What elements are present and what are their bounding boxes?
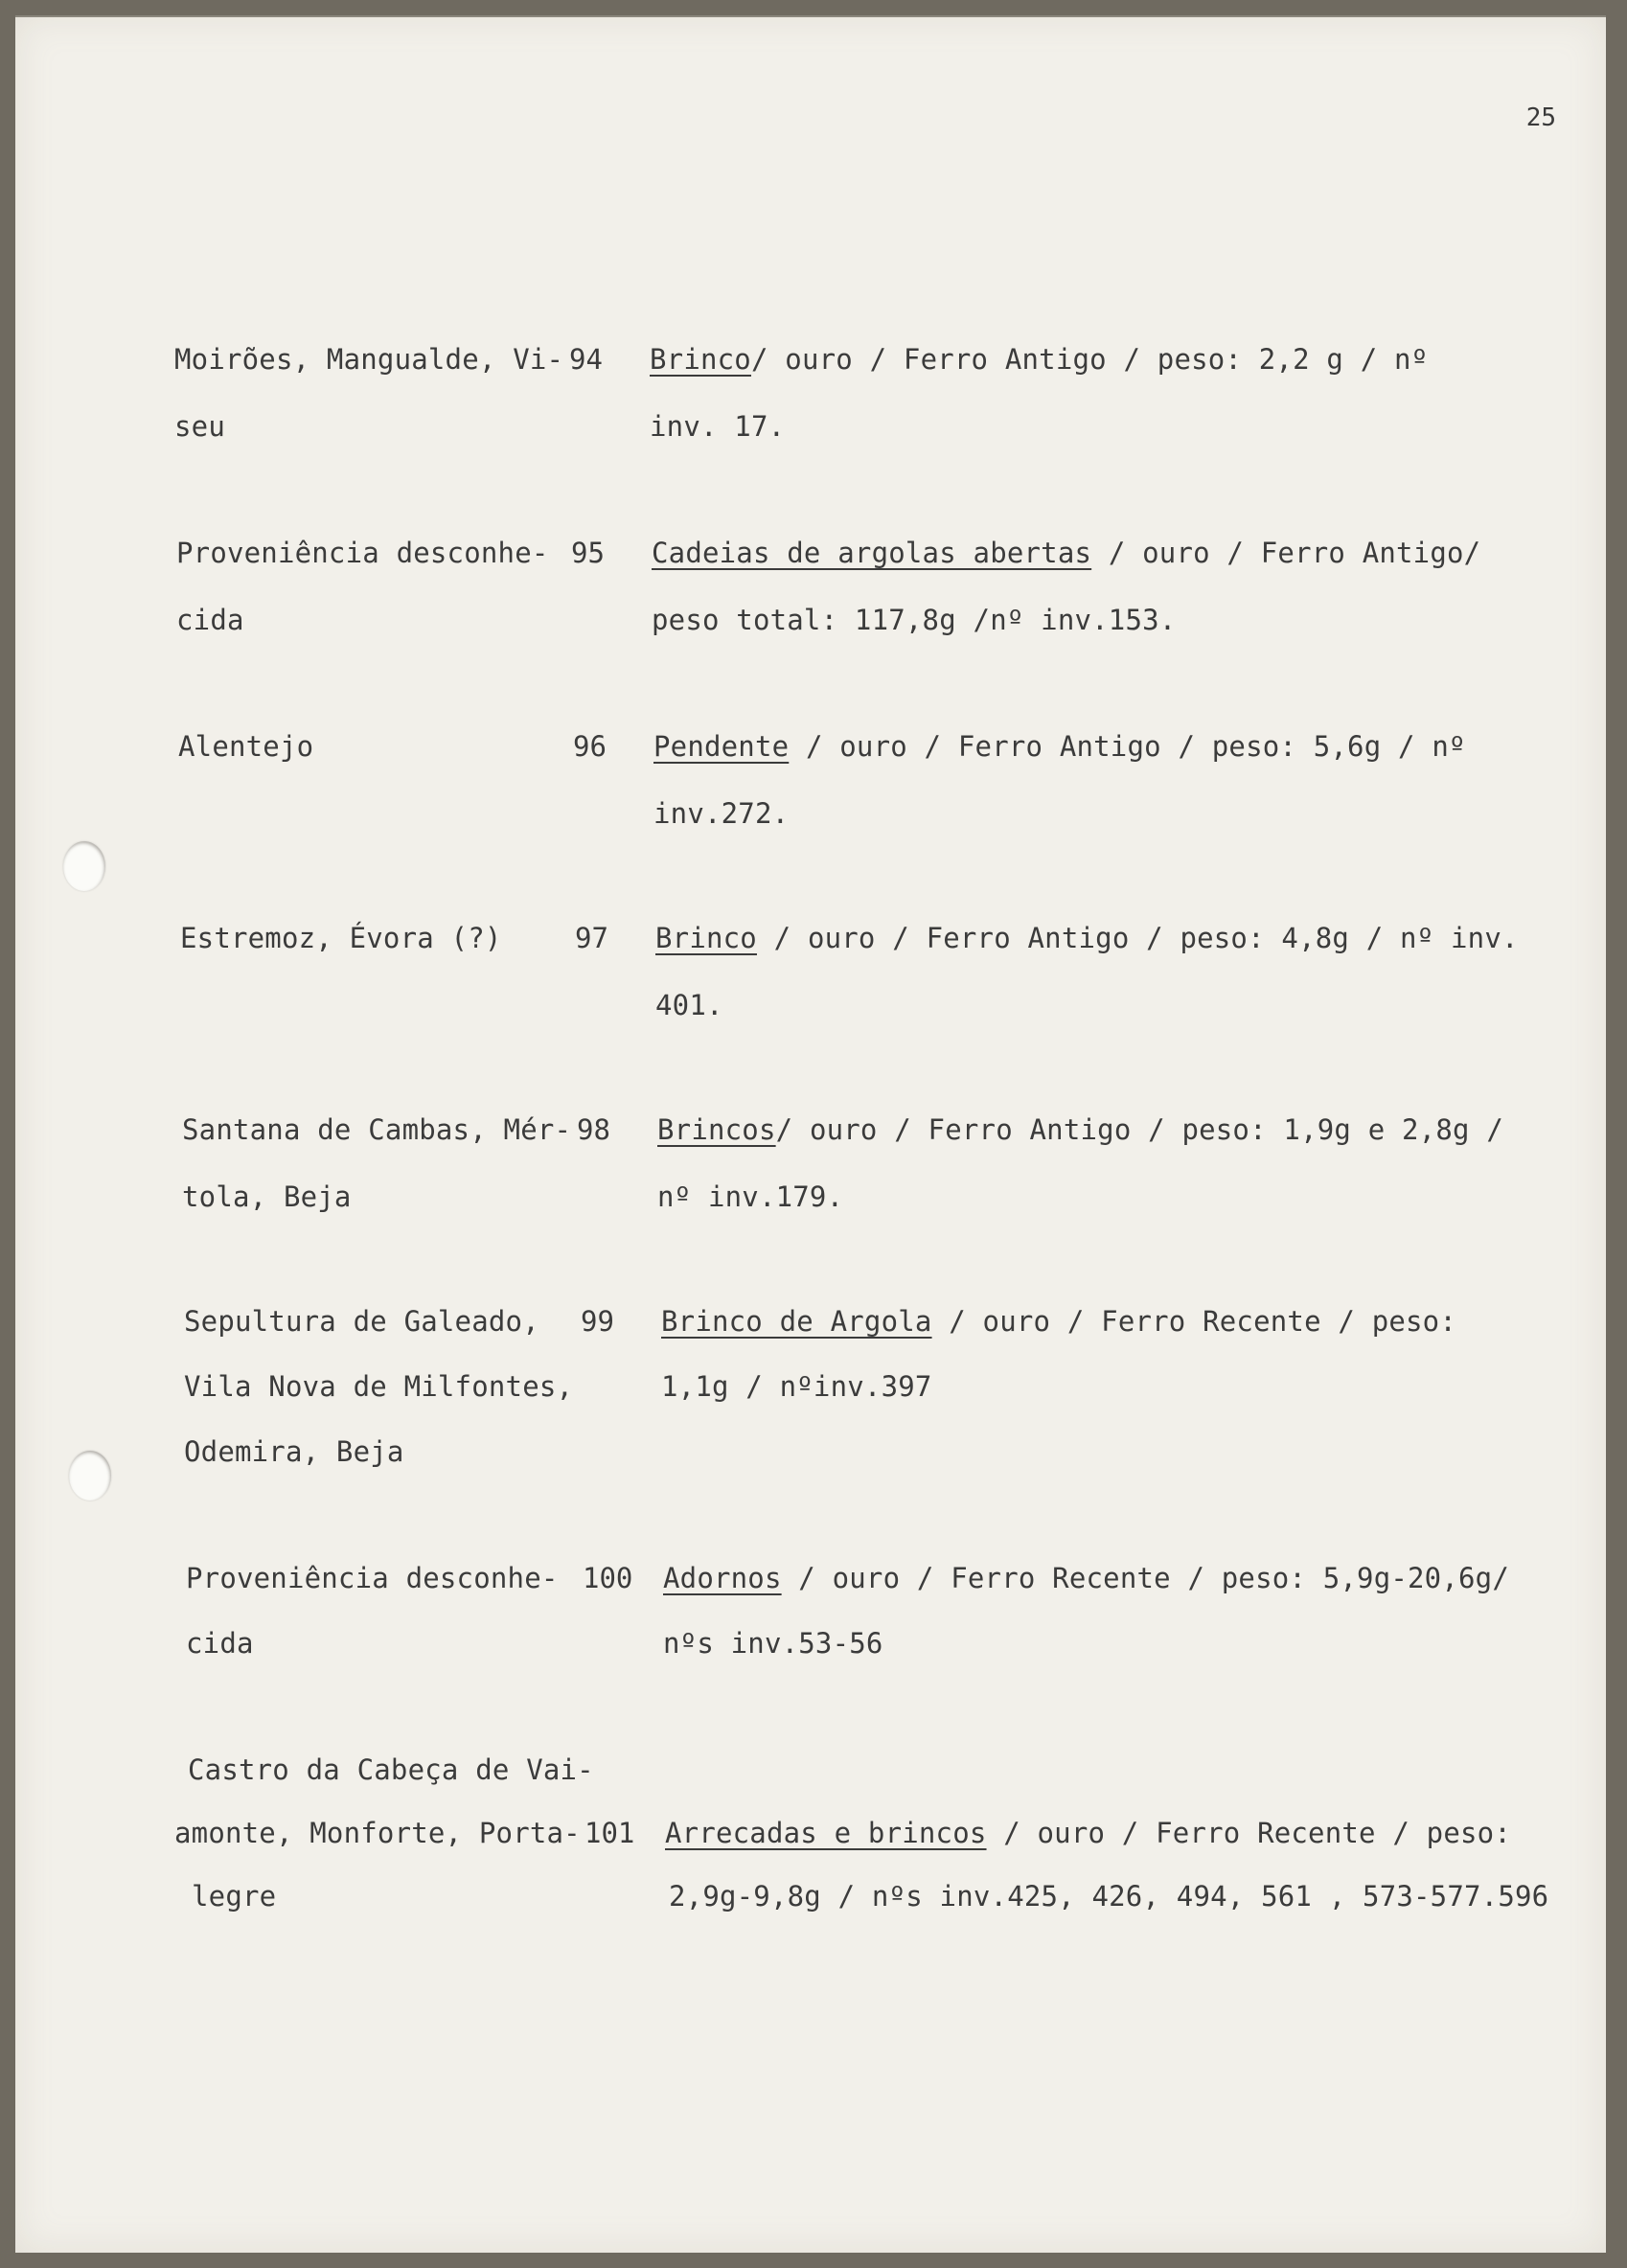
entry-100-desc-line-2: nºs inv.53-56 xyxy=(663,1627,883,1660)
entry-94-desc-rest: / ouro / Ferro Antigo / peso: 2,2 g / nº xyxy=(750,343,1429,376)
entry-96-place-line-1: Alentejo xyxy=(178,730,314,763)
punch-hole-upper xyxy=(63,841,105,891)
entry-96-desc-rest: / ouro / Ferro Antigo / peso: 5,6g / nº xyxy=(789,730,1466,763)
entry-100-place-line-2: cida xyxy=(186,1627,254,1660)
entry-101-title: Arrecadas e brincos xyxy=(665,1817,987,1849)
entry-101-place-line-2: amonte, Monforte, Porta- xyxy=(174,1817,581,1849)
entry-99-title: Brinco de Argola xyxy=(661,1305,932,1338)
entry-101-place-line-1: Castro da Cabeça de Vai- xyxy=(188,1753,594,1786)
entry-96-desc-line-2: inv.272. xyxy=(653,797,790,830)
entry-101-place-line-3: legre xyxy=(192,1880,277,1913)
entry-98-title: Brincos xyxy=(657,1113,776,1146)
entry-99-place-line-1: Sepultura de Galeado, xyxy=(184,1305,539,1338)
entry-96-description xyxy=(653,730,1466,763)
entry-101-desc-rest: / ouro / Ferro Recente / peso: xyxy=(986,1817,1511,1849)
entry-98-number: 98 xyxy=(577,1113,610,1146)
entry-98-desc-line-2: nº inv.179. xyxy=(657,1180,844,1213)
entry-98-desc-rest: / ouro / Ferro Antigo / peso: 1,9g e 2,8g / xyxy=(775,1113,1503,1146)
entry-94-title: Brinco xyxy=(650,343,751,376)
entry-97-desc-line-2: 401. xyxy=(655,989,723,1021)
entry-100-title: Adornos xyxy=(663,1562,782,1594)
entry-98-place-line-2: tola, Beja xyxy=(182,1180,352,1213)
entry-95-desc-line-2: peso total: 117,8g /nº inv.153. xyxy=(652,604,1177,636)
entry-99-place-line-2: Vila Nova de Milfontes, xyxy=(184,1370,574,1403)
entry-98-place-line-1: Santana de Cambas, Mér- xyxy=(182,1113,572,1146)
entry-98-description xyxy=(657,1113,1503,1146)
entry-97-title: Brinco xyxy=(655,922,757,954)
entry-96-number: 96 xyxy=(573,730,607,763)
entry-95-desc-rest: / ouro / Ferro Antigo/ xyxy=(1091,537,1481,569)
entry-95-place-line-2: cida xyxy=(176,604,244,636)
punch-hole-lower xyxy=(69,1451,111,1501)
entry-97-desc-rest: / ouro / Ferro Antigo / peso: 4,8g / nº inv. xyxy=(756,922,1519,954)
entry-99-desc-rest: / ouro / Ferro Recente / peso: xyxy=(931,1305,1457,1338)
document-page xyxy=(15,15,1606,2253)
entry-94-description xyxy=(650,343,1428,376)
entry-99-description xyxy=(661,1305,1456,1338)
entry-94-place-line-1: Moirões, Mangualde, Vi- xyxy=(174,343,564,376)
entry-94-place-line-2: seu xyxy=(174,410,225,443)
entry-97-number: 97 xyxy=(575,922,608,954)
entry-95-description xyxy=(652,537,1480,569)
entry-101-desc-line-2: 2,9g-9,8g / nºs inv.425, 426, 494, 561 , 573-577.596 xyxy=(669,1880,1549,1913)
page-number: 25 xyxy=(1525,103,1556,132)
entry-97-place-line-1: Estremoz, Évora (?) xyxy=(180,922,502,954)
entry-100-place-line-1: Proveniência desconhe- xyxy=(186,1562,559,1594)
entry-95-title: Cadeias de argolas abertas xyxy=(652,537,1092,569)
entry-101-description xyxy=(665,1817,1511,1849)
entry-101-number: 101 xyxy=(584,1817,635,1849)
entry-95-place-line-1: Proveniência desconhe- xyxy=(176,537,549,569)
entry-94-desc-line-2: inv. 17. xyxy=(650,410,786,443)
entry-99-desc-line-2: 1,1g / nºinv.397 xyxy=(661,1370,932,1403)
entry-96-title: Pendente xyxy=(653,730,790,763)
entry-99-place-line-3: Odemira, Beja xyxy=(184,1435,404,1468)
entry-100-description xyxy=(663,1562,1509,1594)
entry-95-number: 95 xyxy=(571,537,605,569)
entry-100-number: 100 xyxy=(583,1562,633,1594)
entry-94-number: 94 xyxy=(569,343,603,376)
entry-97-description xyxy=(655,922,1519,954)
entry-100-desc-rest: / ouro / Ferro Recente / peso: 5,9g-20,6g/ xyxy=(781,1562,1509,1594)
page-top-edge xyxy=(15,15,1606,17)
entry-99-number: 99 xyxy=(581,1305,614,1338)
